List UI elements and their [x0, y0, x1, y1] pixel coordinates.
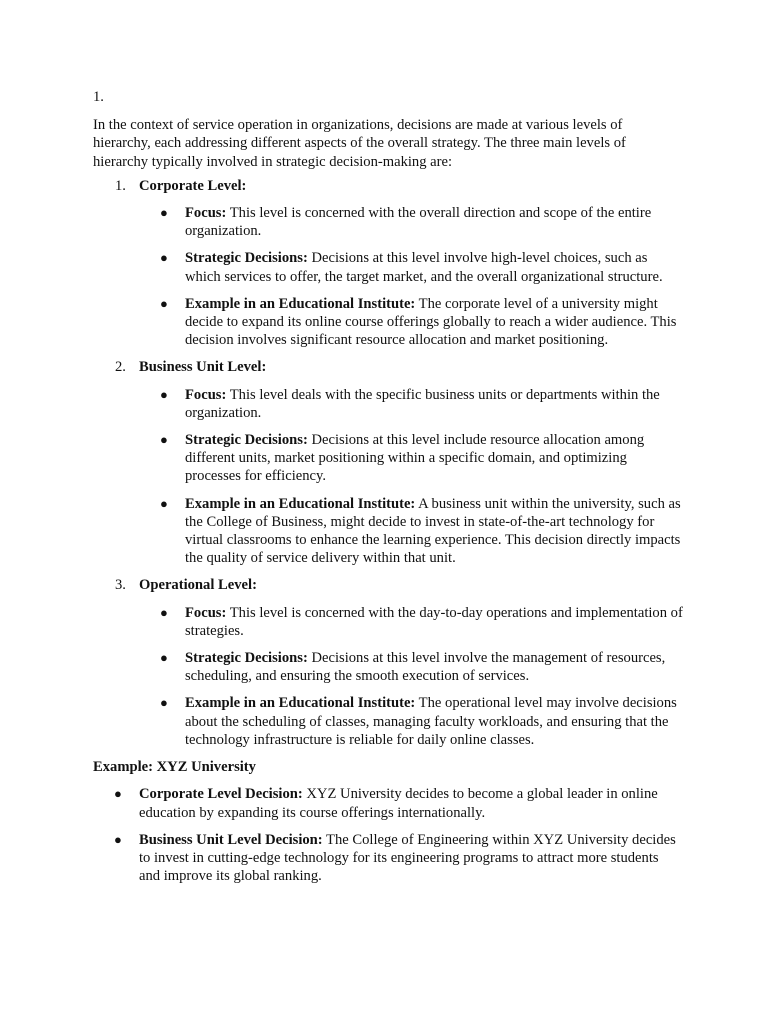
point-label: Example in an Educational Institute:	[185, 495, 416, 512]
document-page	[93, 88, 683, 894]
list-item	[93, 831, 683, 886]
bullet-icon: ●	[160, 205, 168, 221]
bullet-icon: ●	[114, 831, 122, 847]
question-number: 1.	[93, 89, 104, 105]
point-text: The corporate level of a university might decide to expand its online course offerings globally to reach a wider audience. This decision involves significant resource allocation and market positioning.	[185, 295, 677, 349]
example-points-list	[93, 785, 683, 885]
intro-paragraph: In the context of service operation in organizations, decisions are made at various levels of hierarchy, each addressing different aspects of the overall strategy. The three main levels of hierarchy typically involved in strategic decision-making are:	[93, 117, 626, 170]
point-text: This level deals with the specific business units or departments within the organization.	[185, 386, 660, 421]
point-text: Decisions at this level involve high-level choices, such as which services to offer, the target market, and the overall organizational structure.	[185, 250, 663, 285]
point-text: A business unit within the university, such as the College of Business, might decide to invest in state-of-the-art technology for virtual classrooms to enhance the learning experience. This decision directly impacts the quality of service delivery within that unit.	[185, 495, 681, 567]
point-label: Strategic Decisions:	[185, 432, 308, 449]
bullet-icon: ●	[160, 695, 168, 711]
point-label: Example in an Educational Institute:	[185, 295, 416, 312]
point-text: The College of Engineering within XYZ University decides to invest in cutting-edge technology for its engineering programs to attract more students and improve its global ranking.	[139, 831, 676, 885]
list-item	[93, 604, 683, 640]
point-label: Focus:	[185, 205, 227, 222]
level-heading	[93, 358, 683, 376]
level-title: Business Unit Level:	[139, 359, 267, 376]
point-text: This level is concerned with the day-to-day operations and implementation of strategies.	[185, 604, 683, 639]
list-item	[93, 204, 683, 240]
list-item	[93, 431, 683, 486]
level-item-corporate	[93, 177, 683, 350]
level-points-list	[93, 604, 683, 749]
level-number: 3.	[115, 577, 126, 594]
level-points-list	[93, 204, 683, 349]
list-item	[93, 694, 683, 749]
point-label: Corporate Level Decision:	[139, 786, 303, 803]
bullet-icon: ●	[160, 432, 168, 448]
point-text: Decisions at this level involve the management of resources, scheduling, and ensuring the smooth execution of services.	[185, 650, 666, 685]
level-number: 1.	[115, 177, 126, 194]
level-title: Operational Level:	[139, 577, 257, 594]
bullet-icon: ●	[160, 604, 168, 620]
bullet-icon: ●	[160, 250, 168, 266]
bullet-icon: ●	[160, 386, 168, 402]
bullet-icon: ●	[114, 786, 122, 802]
bullet-icon: ●	[160, 495, 168, 511]
point-label: Focus:	[185, 604, 227, 621]
level-title: Corporate Level:	[139, 177, 247, 194]
bullet-icon: ●	[160, 650, 168, 666]
point-label: Strategic Decisions:	[185, 650, 308, 667]
list-item	[93, 495, 683, 568]
example-heading: Example: XYZ University	[93, 759, 256, 776]
level-points-list	[93, 386, 683, 568]
level-item-operational	[93, 576, 683, 749]
level-heading	[93, 177, 683, 195]
list-item	[93, 785, 683, 821]
level-heading	[93, 576, 683, 594]
list-item	[93, 649, 683, 685]
level-number: 2.	[115, 359, 126, 376]
level-item-business-unit	[93, 358, 683, 567]
hierarchy-levels-list	[93, 177, 683, 749]
list-item	[93, 295, 683, 350]
point-label: Strategic Decisions:	[185, 250, 308, 267]
point-text: Decisions at this level include resource allocation among different units, market positioning within a specific domain, and optimizing processes for efficiency.	[185, 432, 645, 485]
list-item	[93, 249, 683, 285]
bullet-icon: ●	[160, 295, 168, 311]
point-text: XYZ University decides to become a global leader in online education by expanding its course offerings internationally.	[139, 786, 658, 821]
list-item	[93, 386, 683, 422]
point-text: The operational level may involve decisions about the scheduling of classes, managing faculty workloads, and ensuring that the technology infrastructure is reliable for daily online classes.	[185, 695, 677, 748]
point-label: Business Unit Level Decision:	[139, 831, 323, 848]
point-label: Example in an Educational Institute:	[185, 695, 416, 712]
point-text: This level is concerned with the overall direction and scope of the entire organization.	[185, 205, 652, 240]
point-label: Focus:	[185, 386, 227, 403]
